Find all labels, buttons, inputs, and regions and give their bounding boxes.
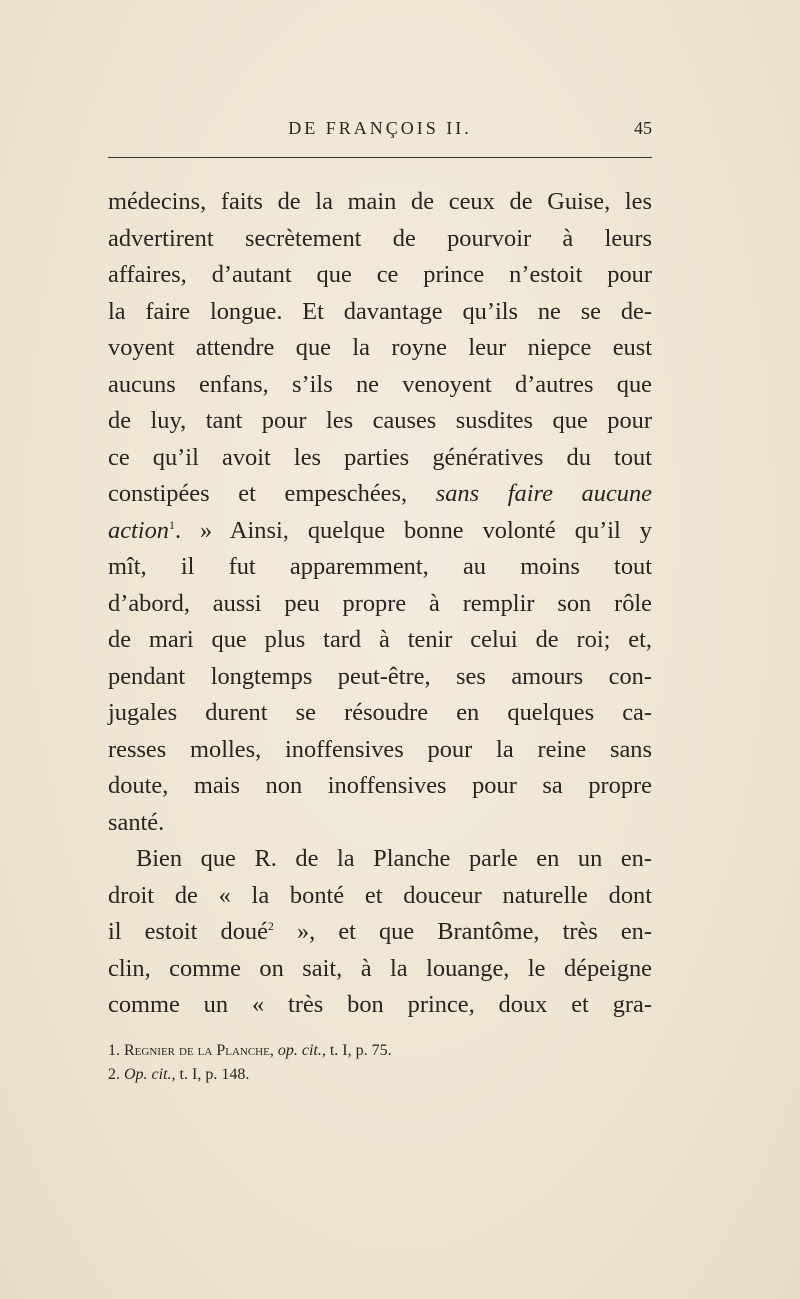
footnote-1 <box>108 1039 652 1063</box>
text-segment: constipées et empeschées, <box>108 480 408 507</box>
text-line: pendant longtemps peut-être, ses amours con- <box>108 662 652 690</box>
text-line <box>108 914 652 951</box>
header-rule <box>108 157 652 158</box>
footnote-number: 1. <box>108 1042 120 1059</box>
italic-segment: sans faire aucune <box>435 480 652 507</box>
footnote-citation: op. cit., <box>277 1042 326 1059</box>
footnote-citation: Op. cit., <box>124 1066 176 1083</box>
footnote-reference: t. I, p. 75. <box>329 1042 392 1059</box>
italic-segment: action <box>108 516 169 544</box>
footnote-2 <box>108 1063 652 1087</box>
text-line: santé. <box>108 808 165 836</box>
text-segment: il estoit doué <box>108 918 268 945</box>
text-line: d’abord, aussi peu propre à remplir son rôle <box>108 589 652 617</box>
footnote-author: Regnier de la Planche, <box>124 1042 274 1059</box>
text-line: aucuns enfans, s’ils ne venoyent d’autres que <box>108 370 652 398</box>
text-line: voyent attendre que la royne leur niepce eust <box>108 334 652 361</box>
text-line: jugales durent se résoudre en quelques ca- <box>108 699 652 726</box>
text-line: affaires, d’autant que ce prince n’estoit pour <box>108 261 652 288</box>
running-title: DE FRANÇOIS II. <box>288 118 472 138</box>
running-head <box>108 116 652 140</box>
text-line: de mari que plus tard à tenir celui de roi; et, <box>108 626 652 653</box>
text-segment: », et que Brantôme, très en- <box>273 918 652 945</box>
text-line: ce qu’il avoit les parties génératives du tout <box>108 443 652 471</box>
text-line: de luy, tant pour les causes susdites que pour <box>108 407 652 434</box>
text-line: mît, il fut apparemment, au moins tout <box>108 553 652 580</box>
text-line <box>108 513 652 550</box>
text-line: comme un « très bon prince, doux et gra- <box>108 991 652 1018</box>
text-line: droit de « la bonté et douceur naturelle dont <box>108 881 652 909</box>
text-line: la faire longue. Et davantage qu’ils ne se de- <box>108 297 652 325</box>
text-line: médecins, faits de la main de ceux de Guise, les <box>108 188 652 215</box>
text-line: resses molles, inoffensives pour la reine sans <box>108 735 652 763</box>
text-line: doute, mais non inoffensives pour sa propre <box>108 772 652 799</box>
page-number: 45 <box>634 118 652 138</box>
footnote-ref: 2 <box>267 918 274 933</box>
footnote-ref: 1 <box>168 517 175 532</box>
footnote-reference: t. I, p. 148. <box>179 1066 250 1083</box>
text-line <box>108 476 652 513</box>
footnotes <box>108 1039 652 1087</box>
text-line: clin, comme on sait, à la louange, le dépeigne <box>108 954 652 982</box>
footnote-number: 2. <box>108 1066 120 1083</box>
text-line: Bien que R. de la Planche parle en un en- <box>136 845 652 872</box>
text-segment: . » Ainsi, quelque bonne volonté qu’il y <box>174 516 652 544</box>
text-line: advertirent secrètement de pourvoir à leurs <box>108 224 652 252</box>
body-text <box>108 184 652 1024</box>
